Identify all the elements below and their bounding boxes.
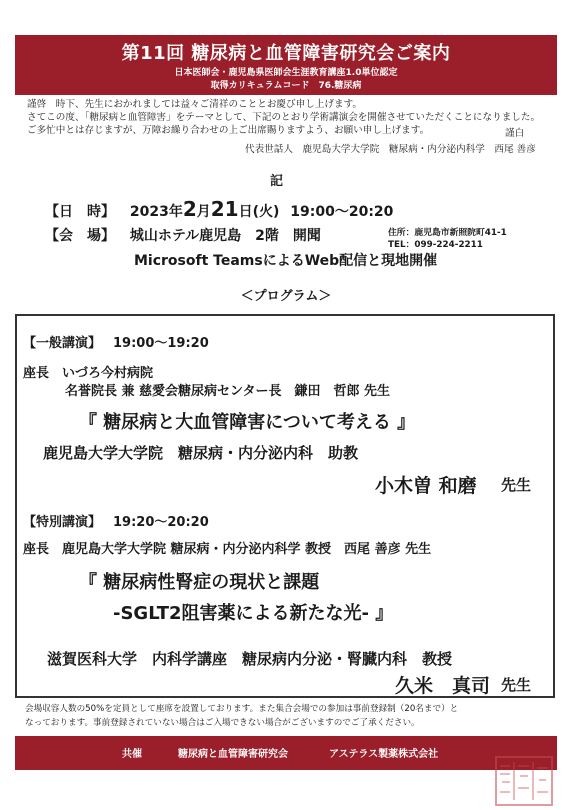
- footer-label: 共催: [122, 749, 142, 760]
- venue-row: [45, 225, 321, 245]
- general-label: 【一般講演】: [23, 336, 102, 351]
- date-time: 19:00～20:20: [290, 204, 394, 220]
- organizer: 代表世話人 鹿児島大学大学院 糖尿病・内分泌内科学 西尾 善彦: [245, 144, 536, 155]
- date-day: 21: [210, 197, 239, 221]
- special-speaker: 久米 真司: [395, 675, 491, 697]
- ki-heading: 記: [270, 174, 284, 189]
- program-box: [15, 314, 555, 698]
- special-chair: 座長 鹿児島大学大学院 糖尿病・内分泌内科学 教授 西尾 善彦 先生: [23, 542, 432, 557]
- note-line-2: なっております。事前登録されていない場合はご入場できない場合がございますのでご了承ください。: [25, 718, 420, 728]
- general-chair-2: 名誉院長 兼 慈愛会糖尿病センター長 鎌田 哲郎 先生: [65, 384, 391, 399]
- general-lecture-title: 『 糖尿病と大血管障害について考える 』: [79, 412, 416, 433]
- general-chair-1: 座長 いづろ今村病院: [23, 366, 154, 381]
- venue-address: 住所：鹿児島市新照院町41-1: [388, 228, 507, 238]
- date-month: 2: [182, 197, 197, 221]
- date-row: [45, 197, 393, 221]
- header-band: [15, 35, 557, 95]
- special-label: 【特別講演】: [23, 515, 102, 530]
- footer-org-1: 糖尿病と血管障害研究会: [178, 749, 288, 760]
- accreditation-note: 日本医師会・鹿児島県医師会生涯教育講座1.0単位認定: [174, 68, 398, 78]
- greeting-line-2: さてこの度、「糖尿病と血管障害」をテーマとして、下記のとおり学術講演会を開催させていただくことになりました。: [27, 112, 541, 123]
- date-weekday: (火): [252, 204, 280, 220]
- venue-name: 城山ホテル鹿児島 2階 開聞: [129, 228, 321, 244]
- venue-tel: TEL：099-224-2211: [388, 240, 483, 250]
- footer-org-2: アステラス製薬株式会社: [329, 749, 439, 760]
- venue-label: 【会 場】: [45, 228, 115, 244]
- footer-band: [15, 736, 557, 770]
- date-label: 【日 時】: [45, 204, 115, 220]
- date-month-unit: 月: [196, 204, 211, 220]
- note-line-1: 会場収容人数の50%を定員として座席を設置しております。また集合会場での参加は事前登録制（20名まで）と: [25, 704, 459, 714]
- general-speaker: 小木曽 和磨: [375, 475, 477, 497]
- greeting-closing: 謹白: [505, 128, 525, 139]
- special-affiliation: 滋賀医科大学 内科学講座 糖尿病内分泌・腎臓内科 教授: [47, 650, 453, 668]
- greeting-line-3: ご多忙中とは存じますが、万障お繰り合わせの上ご出席賜りますよう、お願い申し上げます。: [27, 125, 430, 136]
- program-heading: ＜プログラム＞: [240, 289, 332, 304]
- curriculum-code: 取得カリキュラムコード 76.糖尿病: [210, 81, 362, 91]
- special-lecture-title-1: 『 糖尿病性腎症の現状と課題: [79, 572, 320, 593]
- seal-stamp-icon: [490, 754, 556, 808]
- general-affiliation: 鹿児島大学大学院 糖尿病・内分泌内科 助教: [43, 444, 359, 462]
- page-title: 第11回 糖尿病と血管障害研究会ご案内: [121, 43, 451, 64]
- greeting-line-1: 謹啓 時下、先生におかれましては益々ご清祥のこととお慶び申し上げます。: [27, 99, 363, 110]
- date-year: 2023年: [129, 204, 183, 220]
- general-time: 19:00～19:20: [113, 336, 209, 351]
- special-time: 19:20～20:20: [113, 515, 209, 530]
- general-sensei: 先生: [501, 476, 532, 494]
- online-note: Microsoft TeamsによるWeb配信と現地開催: [134, 253, 438, 269]
- special-sensei: 先生: [501, 676, 532, 694]
- special-lecture-title-2: -SGLT2阻害薬による新たな光- 』: [113, 603, 394, 624]
- date-day-unit: 日: [238, 204, 253, 220]
